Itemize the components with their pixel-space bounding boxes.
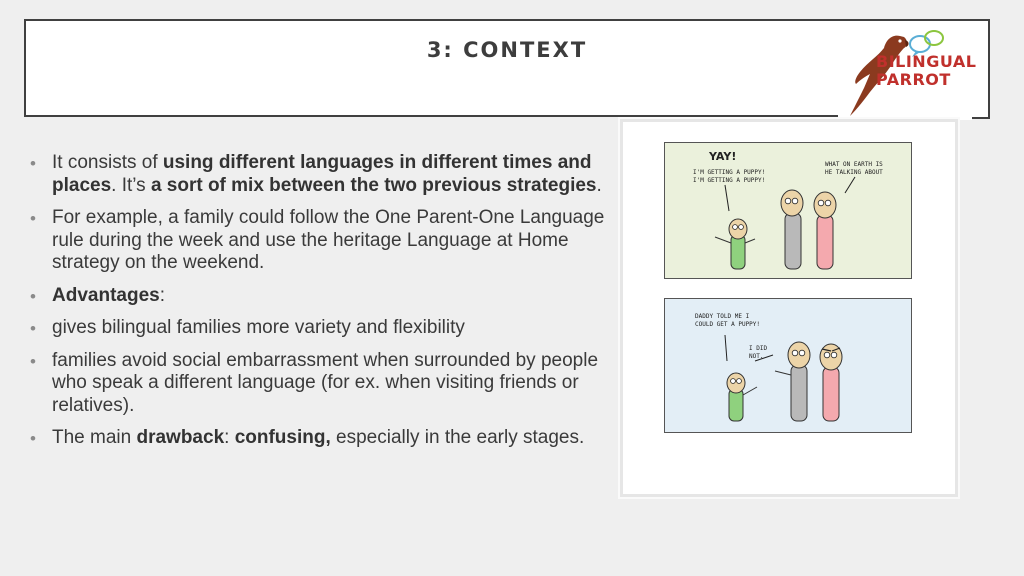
bullet-dot: • xyxy=(30,429,36,448)
comic-panel-2 xyxy=(664,298,912,433)
comic-parent-line-2: HE TALKING ABOUT xyxy=(825,169,883,176)
bullet-text: The main xyxy=(52,427,137,448)
bullet-text: especially in the early stages. xyxy=(330,427,585,448)
comic-panel-1 xyxy=(664,142,912,279)
comic-dad-line-2: NOT. xyxy=(749,353,764,360)
bullet-dot: • xyxy=(30,209,36,228)
comic-child-line-1: I'M GETTING A PUPPY! xyxy=(693,169,766,176)
bullet-item xyxy=(30,207,610,275)
comic-dad-line-1: I DID xyxy=(749,345,768,352)
bullet-dot: • xyxy=(30,319,36,338)
bilingual-parrot-logo xyxy=(838,24,977,120)
logo-line1: BILINGUAL xyxy=(876,52,977,71)
bullet-bold-text: using different languages in different times and places xyxy=(52,152,592,196)
comic-child-line-1: DADDY TOLD ME I xyxy=(695,313,750,320)
bullet-item xyxy=(30,427,610,450)
bullet-item xyxy=(30,317,610,340)
bullet-item xyxy=(30,285,610,308)
bullet-list xyxy=(30,152,610,460)
bullet-text: gives bilingual families more variety and flexibility xyxy=(52,317,465,338)
comic-parent-line-1: WHAT ON EARTH IS xyxy=(825,161,883,168)
slide-title: 3: CONTEXT xyxy=(426,38,588,62)
comic-child-line-2: I'M GETTING A PUPPY! xyxy=(693,177,766,184)
bullet-item xyxy=(30,152,610,197)
bullet-bold-text: Advantages xyxy=(52,284,160,306)
comic-child-line-2: COULD GET A PUPPY! xyxy=(695,321,761,328)
comic-yay: YAY! xyxy=(709,150,737,163)
bullet-text: It consists of xyxy=(52,152,163,173)
bullet-dot: • xyxy=(30,351,36,371)
bullet-dot: • xyxy=(30,286,36,306)
bullet-text: . It’s xyxy=(111,174,151,196)
bullet-bold-text: confusing, xyxy=(234,427,331,448)
bullet-text: . xyxy=(596,174,602,196)
bullet-dot: • xyxy=(30,154,36,173)
bullet-text: : xyxy=(159,284,165,306)
bullet-bold-text: drawback xyxy=(136,427,225,448)
bullet-text: : xyxy=(224,427,235,448)
bullet-item xyxy=(30,350,610,418)
bullet-text: families avoid social embarrassment when surrounded by people who speak a different language (for ex. when visiting friends or relatives). xyxy=(52,349,599,416)
bullet-text: For example, a family could follow the One Parent-One Language rule during the week and use the heritage Language at Home strategy on the weekend. xyxy=(52,207,605,273)
logo-line2: PARROT xyxy=(876,70,951,89)
bullet-bold-text: a sort of mix between the two previous strategies xyxy=(150,174,597,196)
